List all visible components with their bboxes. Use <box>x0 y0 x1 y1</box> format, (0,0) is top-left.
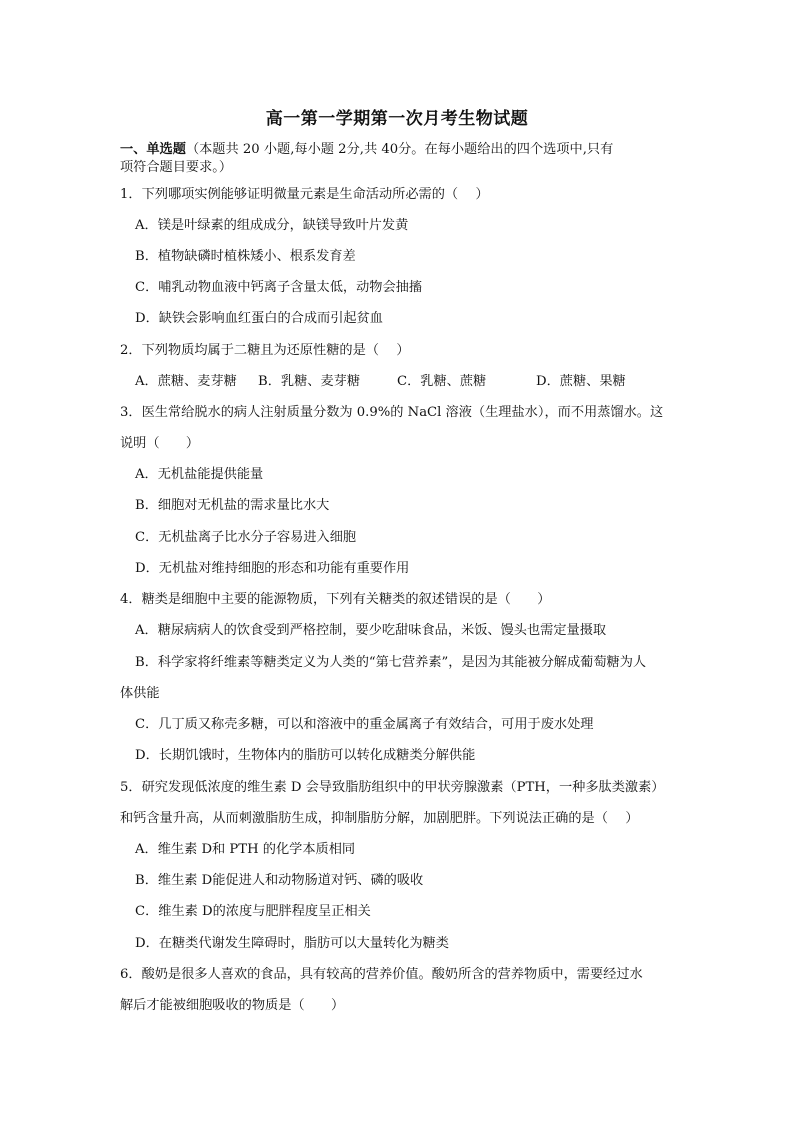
question-6-stem-line-2: 解后才能被细胞吸收的物质是（ ） <box>120 998 345 1013</box>
question-3-stem-line-2: 说明（ ） <box>120 436 200 451</box>
question-2-option-a: A．蔗糖、麦芽糖 <box>135 374 237 389</box>
section-intro-text: （本题共 20 小题,每小题 2分,共 40分。在每小题给出的四个选项中,只有 <box>185 142 614 157</box>
section-intro-line <box>120 142 613 158</box>
question-1-option-a: A．镁是叶绿素的组成成分，缺镁导致叶片发黄 <box>135 218 409 233</box>
page-title: 高一第一学期第一次月考生物试题 <box>265 109 529 129</box>
question-3-option-a: A．无机盐能提供能量 <box>135 467 264 482</box>
question-5-option-c: C．维生素 D的浓度与肥胖程度呈正相关 <box>135 904 371 919</box>
question-5-option-a: A．维生素 D和 PTH 的化学本质相同 <box>135 842 356 857</box>
question-4-option-d: D．长期饥饿时，生物体内的脂肪可以转化成糖类分解供能 <box>135 748 476 763</box>
question-5-stem: 5．研究发现低浓度的维生素 D 会导致脂肪组织中的甲状旁腺激素（PTH，一种多肽类激素） <box>120 780 665 795</box>
question-5-option-b: B．维生素 D能促进人和动物肠道对钙、磷的吸收 <box>135 873 424 888</box>
question-4-option-b: B．科学家将纤维素等糖类定义为人类的“第七营养素”，是因为其能被分解成葡萄糖为人 <box>135 655 647 670</box>
question-2-stem: 2．下列物质均属于二糖且为还原性糖的是（ ） <box>120 343 410 358</box>
section-intro-line-2: 项符合题目要求。） <box>120 160 233 175</box>
question-3-option-c: C．无机盐离子比水分子容易进入细胞 <box>135 530 357 545</box>
question-2-options <box>135 374 626 390</box>
question-1-stem: 1．下列哪项实例能够证明微量元素是生命活动所必需的（ ） <box>120 187 489 202</box>
question-6-stem: 6．酸奶是很多人喜欢的食品，具有较高的营养价值。酸奶所含的营养物质中，需要经过水 <box>120 967 643 982</box>
question-3-option-d: D．无机盐对维持细胞的形态和功能有重要作用 <box>135 561 410 576</box>
question-4-option-c: C．几丁质又称壳多糖，可以和溶液中的重金属离子有效结合，可用于废水处理 <box>135 717 594 732</box>
question-4-stem: 4．糖类是细胞中主要的能源物质，下列有关糖类的叙述错误的是（ ） <box>120 592 551 607</box>
question-2-option-c: C．乳糖、蔗糖 <box>397 374 487 389</box>
question-5-stem-line-2: 和钙含量升高，从而刺激脂肪生成，抑制脂肪分解，加剧肥胖。下列说法正确的是（ ） <box>120 811 639 826</box>
question-4-option-a: A．糖尿病病人的饮食受到严格控制，要少吃甜味食品，米饭、馒头也需定量摄取 <box>135 623 607 638</box>
question-1-option-d: D．缺铁会影响血红蛋白的合成而引起贫血 <box>135 311 383 326</box>
question-4-option-b-cont: 体供能 <box>120 686 160 701</box>
question-2-option-b: B．乳糖、麦芽糖 <box>258 374 361 389</box>
question-3-option-b: B．细胞对无机盐的需求量比水大 <box>135 498 330 513</box>
section-heading: 一、单选题 <box>120 142 186 157</box>
question-1-option-b: B．植物缺磷时植株矮小、根系发育差 <box>135 249 356 264</box>
question-5-option-d: D．在糖类代谢发生障碍时，脂肪可以大量转化为糖类 <box>135 936 449 951</box>
question-1-option-c: C．哺乳动物血液中钙离子含量太低，动物会抽搐 <box>135 280 423 295</box>
question-2-option-d: D．蔗糖、果糖 <box>536 374 626 389</box>
question-3-stem: 3．医生常给脱水的病人注射质量分数为 0.9%的 NaCl 溶液（生理盐水），而不用蒸馏水。这 <box>120 405 664 420</box>
